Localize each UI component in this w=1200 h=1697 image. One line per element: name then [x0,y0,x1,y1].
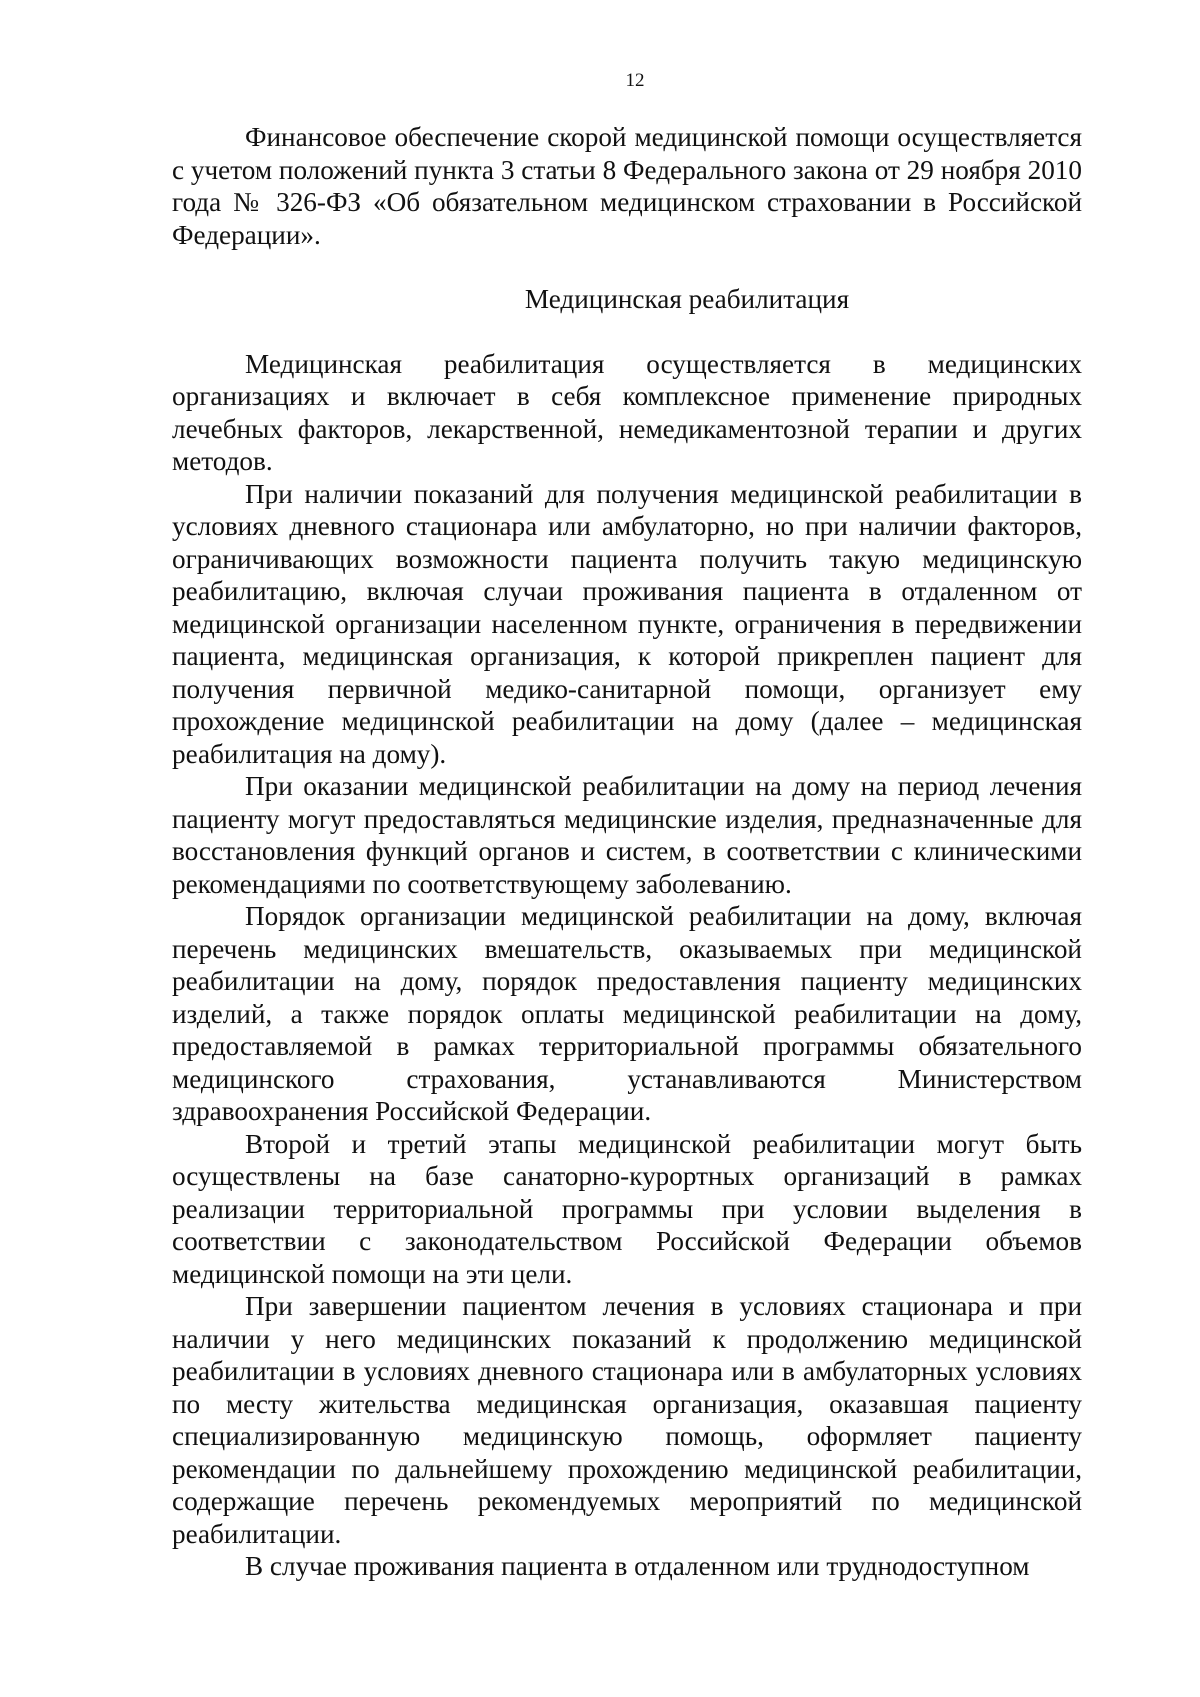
paragraph: Второй и третий этапы медицинской реабилитации могут быть осуществлены на базе санаторно-курортных организаций в рамках реализации территориальной программы при условии выделения в соответствии с законодательством Российской Федерации объемов медицинской помощи на эти цели. [172,1128,1082,1289]
paragraph-continued: В случае проживания пациента в отдаленном или труднодоступном [245,1551,1030,1581]
paragraph: При наличии показаний для получения медицинской реабилитации в условиях дневного стационара или амбулаторно, но при наличии факторов, ограничивающих возможности пациента получить такую медицинскую реабилитацию, включая случаи проживания пациента в отдаленном от медицинской организации населенном пункте, ограничения в передвижении пациента, медицинская организация, к которой прикреплен пациент для получения первичной медико-санитарной помощи, организует ему прохождение медицинской реабилитации на дому (далее – медицинская реабилитация на дому). [172,478,1082,769]
paragraph: При завершении пациентом лечения в условиях стационара и при наличии у него медицинских показаний к продолжению медицинской реабилитации в условиях дневного стационара или в амбулаторных условиях по месту жительства медицинская организация, оказавшая пациенту специализированную медицинскую помощь, оформляет пациенту рекомендации по дальнейшему прохождению медицинской реабилитации, содержащие перечень рекомендуемых мероприятий по медицинской реабилитации. [172,1291,1082,1549]
section-heading: Медицинская реабилитация [524,284,850,314]
document-body [172,121,1082,1583]
paragraph: Порядок организации медицинской реабилитации на дому, включая перечень медицинских вмешательств, оказываемых при медицинской реабилитации на дому, порядок предоставления пациенту медицинских изделий, а также порядок оплаты медицинской реабилитации на дому, предоставляемой в рамках территориальной программы обязательного медицинского страхования, устанавливаются Министерством здравоохранения Российской Федерации. [172,901,1082,1126]
page-number: 12 [625,70,645,91]
paragraph-ambulance-funding: Финансовое обеспечение скорой медицинской помощи осуществляется с учетом положений пункта 3 статьи 8 Федерального закона от 29 ноября 2010 года № 326-ФЗ «Об обязательном медицинском страховании в Российской Федерации». [172,122,1082,250]
paragraph: Медицинская реабилитация осуществляется в медицинских организациях и включает в себя комплексное применение природных лечебных факторов, лекарственной, немедикаментозной терапии и других методов. [172,348,1082,476]
paragraph: При оказании медицинской реабилитации на дому на период лечения пациенту могут предоставляться медицинские изделия, предназначенные для восстановления функций органов и систем, в соответствии с клиническими рекомендациями по соответствующему заболеванию. [172,771,1082,899]
